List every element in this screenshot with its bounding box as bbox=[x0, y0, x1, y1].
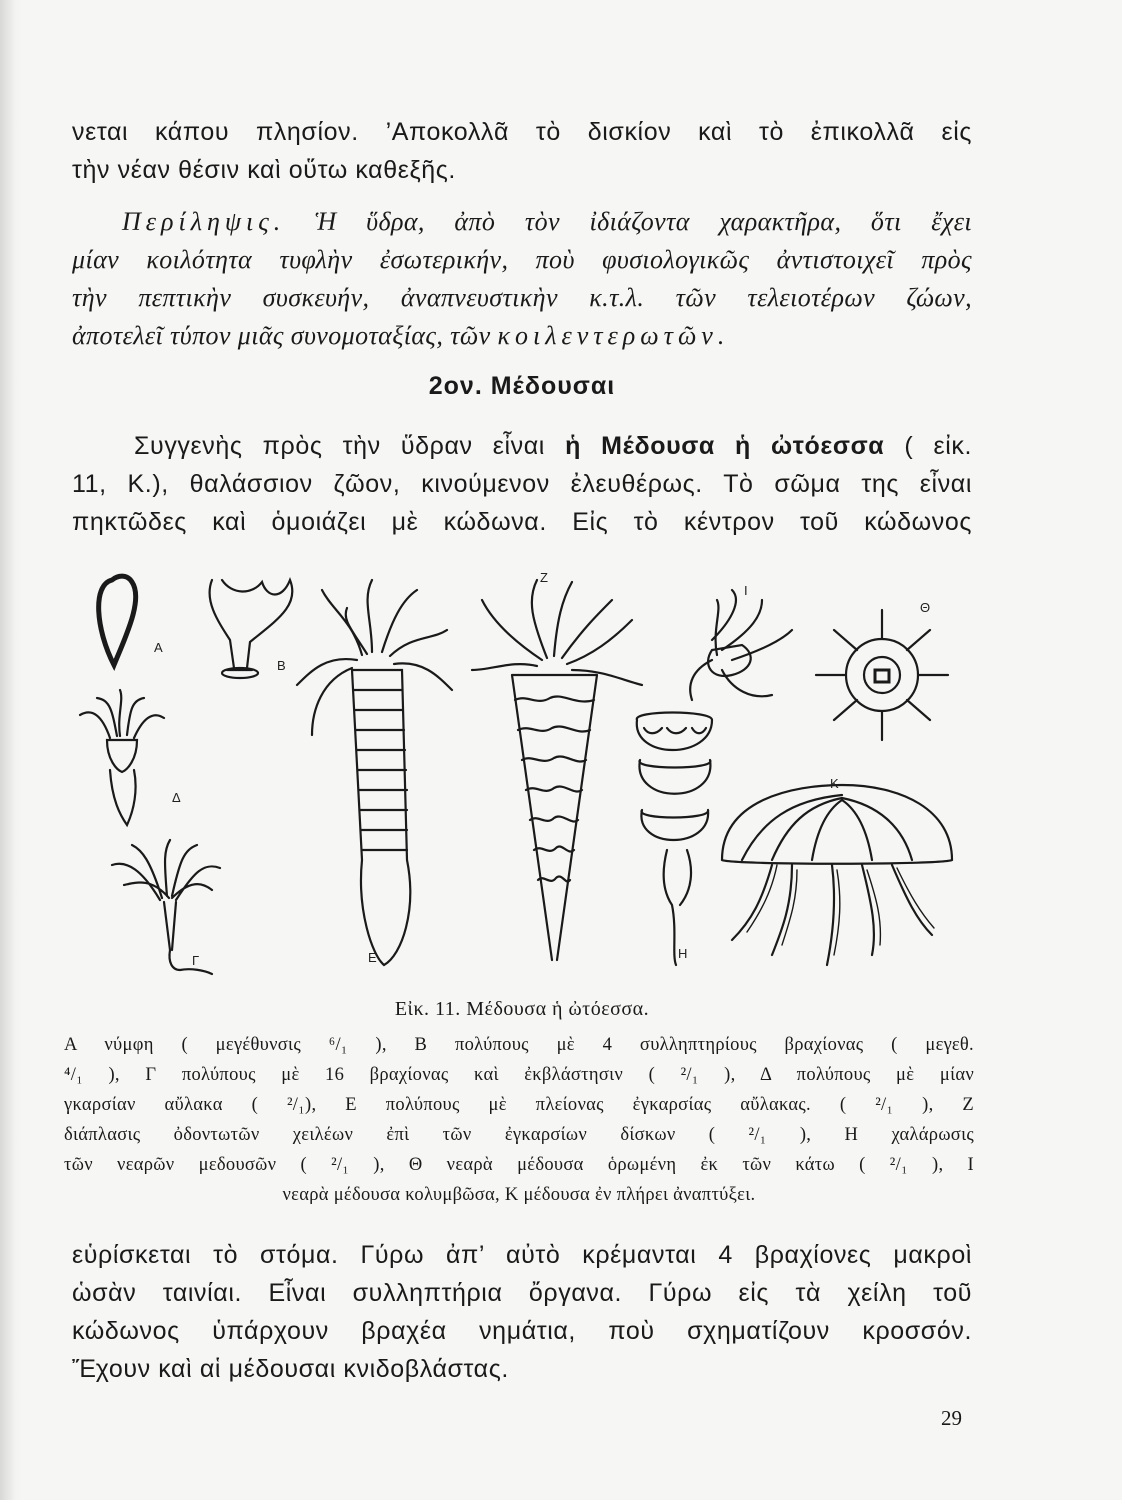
paragraph-line: ὡσὰν ταινίαι. Εἶναι συλληπτήρια ὄργανα. Γύρω εἰς τὰ χείλη τοῦ bbox=[72, 1279, 972, 1307]
figure-label-kappa: Κ bbox=[830, 776, 839, 791]
summary-line: μίαν κοιλότητα τυφλὴν ἐσωτερικήν, ποὺ φυσιολογικῶς ἀντιστοιχεῖ πρὸς bbox=[72, 245, 972, 274]
figure-label-a: Α bbox=[154, 640, 163, 655]
summary-line-text: Ἡ ὕδρα, ἀπὸ τὸν ἰδιάζοντα χαρακτῆρα, ὅτι ἔχει bbox=[314, 207, 972, 236]
caption-line: Α νύμφη ( μεγέθυνσις ⁶/₁ ), Β πολύπους μὲ 4 συλληπτηρίους βραχίονας ( μεγεθ. bbox=[64, 1035, 974, 1055]
summary-line-text: ἀποτελεῖ τύπον μιᾶς συνομοταξίας, τῶν bbox=[72, 321, 491, 350]
caption-line: τῶν νεαρῶν μεδουσῶν ( ²/₁ ), Θ νεαρὰ μέδουσα ὁρωμένη ἐκ τῶν κάτω ( ²/₁ ), Ι bbox=[64, 1155, 974, 1175]
bottom-paragraph bbox=[72, 1236, 972, 1388]
young-medusa-drawing-theta bbox=[816, 610, 948, 740]
summary-line bbox=[72, 317, 972, 355]
caption-line: νεαρὰ μέδουσα κολυμβῶσα, Κ μέδουσα ἐν πλήρει ἀναπτύξει. bbox=[282, 1185, 756, 1205]
page-binding-shadow bbox=[0, 0, 22, 1500]
figure-label-b: Β bbox=[277, 658, 286, 673]
figure-caption bbox=[64, 1030, 974, 1210]
polyp-drawing-delta bbox=[80, 690, 164, 825]
figure-label-epsilon: Ε bbox=[368, 950, 377, 965]
intro-line: 11, Κ.), θαλάσσιον ζῶον, κινούμενον ἐλευθέρως. Τὸ σῶμα της εἶναι bbox=[72, 470, 972, 498]
polyp-drawing-zeta bbox=[472, 580, 642, 960]
summary-emphasis: κοιλεντερωτῶν. bbox=[497, 321, 730, 350]
intro-line bbox=[72, 427, 972, 465]
caption-line: γκαρσίαν αὔλακα ( ²/₁), Ε πολύπους μὲ πλείονας ἐγκαρσίας αὔλακας. ( ²/₁ ), Ζ bbox=[64, 1095, 974, 1115]
summary-paragraph bbox=[72, 203, 972, 355]
paragraph-line: Ἔχουν καὶ αἱ μέδουσαι κνιδοβλάστας. bbox=[72, 1355, 509, 1383]
caption-line: ⁴/₁ ), Γ πολύπους μὲ 16 βραχίονας καὶ ἐκβλάστησιν ( ²/₁ ), Δ πολύπους μὲ μίαν bbox=[64, 1065, 974, 1085]
intro-text: Συγγενὴς πρὸς τὴν ὕδραν εἶναι bbox=[134, 432, 545, 460]
young-medusa-drawing-iota bbox=[690, 590, 792, 700]
intro-paragraph bbox=[72, 427, 972, 541]
paragraph-line: νεται κάπου πλησίον. ’Αποκολλᾶ τὸ δισκίον καὶ τὸ ἐπικολλᾶ εἰς bbox=[72, 118, 972, 146]
summary-line: τὴν πεπτικὴν συσκευήν, ἀναπνευστικὴν κ.τ.λ. τῶν τελειοτέρων ζώων, bbox=[72, 283, 972, 312]
caption-line: διάπλασις ὀδοντωτῶν χειλέων ἐπὶ τῶν ἐγκαρσίων δίσκων ( ²/₁ ), Η χαλάρωσις bbox=[64, 1125, 974, 1145]
section-heading: 2ον. Μέδουσαι bbox=[428, 372, 616, 400]
figure-label-iota: Ι bbox=[744, 583, 748, 598]
page-number: 29 bbox=[941, 1406, 962, 1430]
paragraph-line: κώδωνος ὑπάρχουν βραχέα νημάτια, ποὺ σχηματίζουν κροσσόν. bbox=[72, 1317, 972, 1345]
summary-label: Περίληψις. bbox=[122, 207, 286, 236]
figure-label-zeta: Ζ bbox=[540, 570, 548, 585]
intro-text: ( εἰκ. bbox=[904, 432, 973, 460]
figure-label-delta: Δ bbox=[172, 790, 181, 805]
paragraph-line: τὴν νέαν θέσιν καὶ οὕτω καθεξῆς. bbox=[72, 156, 456, 184]
top-paragraph bbox=[72, 113, 972, 189]
intro-line: πηκτῶδες καὶ ὁμοιάζει μὲ κώδωνα. Εἰς τὸ κέντρον τοῦ κώδωνος bbox=[72, 508, 972, 536]
medusa-life-cycle-figure bbox=[72, 560, 982, 980]
figure-label-theta: Θ bbox=[920, 600, 931, 615]
polyp-drawing-epsilon bbox=[297, 580, 452, 965]
species-name: ἡ Μέδουσα ἡ ὠτόεσσα bbox=[565, 432, 885, 460]
figure-label-eta: Η bbox=[678, 946, 688, 961]
summary-line bbox=[72, 203, 972, 241]
figure-caption-title: Εἰκ. 11. Μέδουσα ἡ ὠτόεσσα. bbox=[394, 998, 650, 1020]
polyp-drawing-gamma bbox=[112, 840, 220, 974]
polyp-drawing-eta bbox=[637, 713, 712, 966]
larva-drawing-a bbox=[99, 576, 136, 665]
adult-medusa-drawing-kappa bbox=[722, 785, 952, 965]
paragraph-line: εὑρίσκεται τὸ στόμα. Γύρω ἀπ’ αὐτὸ κρέμανται 4 βραχίονες μακροὶ bbox=[72, 1241, 972, 1269]
figure-label-gamma: Γ bbox=[192, 953, 200, 968]
